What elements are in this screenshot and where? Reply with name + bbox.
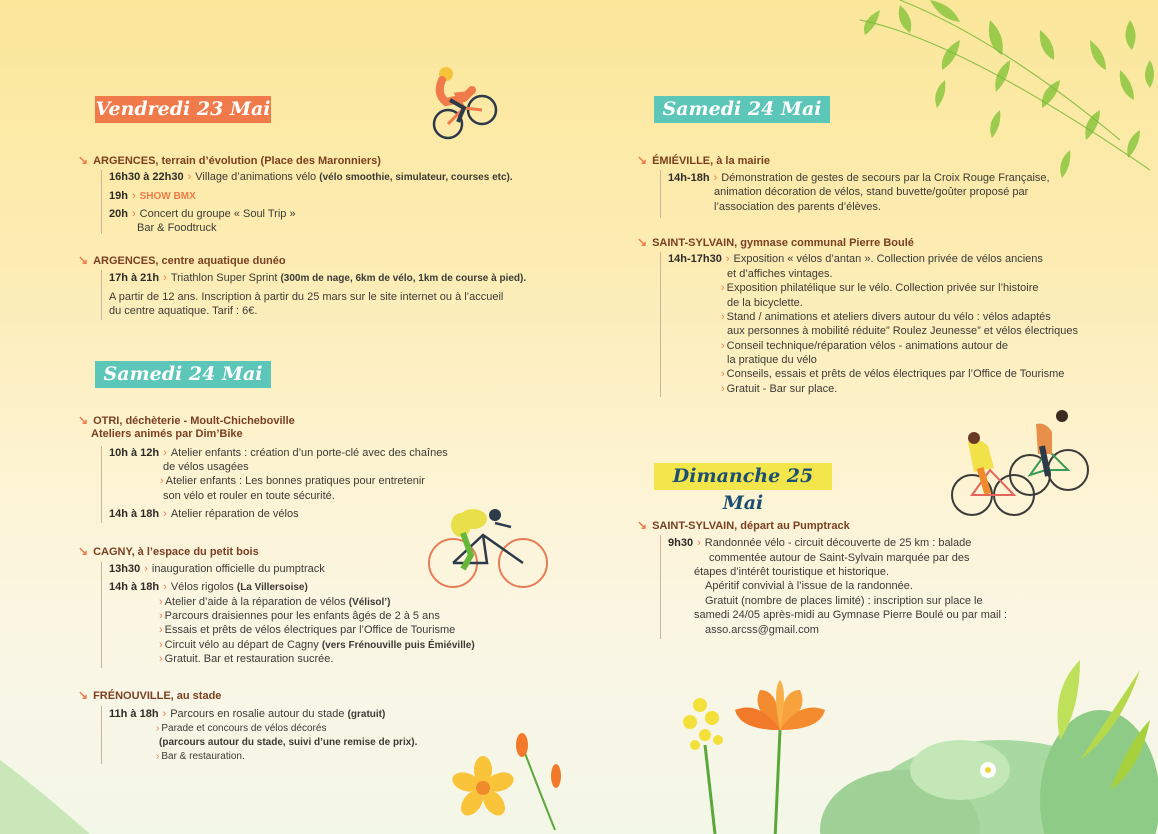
arrow-icon: ↘ bbox=[78, 153, 89, 167]
schedule-subline: la pratique du vélo bbox=[727, 354, 817, 366]
schedule-row: 14h-17h30 › Exposition « vélos d’antan ». Collection privée de vélos anciens bbox=[668, 253, 1043, 265]
schedule-subline: › Gratuit - Bar sur place. bbox=[721, 383, 838, 395]
schedule-row: 19h › SHOW BMX bbox=[109, 190, 196, 202]
schedule-subline: étapes d’intérêt touristique et historique. bbox=[694, 566, 890, 578]
schedule-subline: › Parade et concours de vélos décorés bbox=[156, 723, 327, 734]
schedule-row: 13h30 › inauguration officielle du pumptrack bbox=[109, 563, 325, 575]
schedule-subline: Apéritif convivial à l’issue de la randonnée. bbox=[705, 580, 913, 592]
arrow-icon: ↘ bbox=[78, 413, 89, 427]
arrow-icon: ↘ bbox=[78, 544, 89, 558]
schedule-row: 17h à 21h › Triathlon Super Sprint (300m de nage, 6km de vélo, 1km de course à pied). bbox=[109, 272, 527, 284]
schedule-subline: › Gratuit. Bar et restauration sucrée. bbox=[159, 653, 334, 665]
schedule-subline: › Conseils, essais et prêts de vélos électriques par l’Office de Tourisme bbox=[721, 368, 1065, 380]
schedule-subline: commentée autour de Saint-Sylvain marquée par des bbox=[709, 552, 970, 564]
arrow-icon: ↘ bbox=[78, 688, 89, 702]
schedule-subline: › Exposition philatélique sur le vélo. Collection privée sur l’histoire bbox=[721, 282, 1039, 294]
arrow-icon: ↘ bbox=[637, 518, 648, 532]
schedule-row: 14h-18h › Démonstration de gestes de secours par la Croix Rouge Française, bbox=[668, 172, 1050, 184]
schedule-subline: › Bar & restauration. bbox=[156, 751, 245, 762]
location-saint-sylvain-gymnase: ↘ SAINT-SYLVAIN, gymnase communal Pierre Boulé bbox=[637, 235, 914, 249]
schedule-subline: de la bicyclette. bbox=[727, 297, 803, 309]
arrow-icon: ↘ bbox=[637, 235, 648, 249]
friday-banner: Vendredi 23 Mai bbox=[95, 96, 271, 123]
location-otri: ↘ OTRI, déchèterie - Moult-Chicheboville bbox=[78, 413, 295, 427]
schedule-row: 10h à 12h › Atelier enfants : création d’un porte-clé avec des chaînes bbox=[109, 447, 448, 459]
location-cagny: ↘ CAGNY, à l’espace du petit bois bbox=[78, 544, 259, 558]
schedule-subline: › Conseil technique/réparation vélos - animations autour de bbox=[721, 340, 1008, 352]
schedule-subline: aux personnes à mobilité réduite” Roulez Jeunesse” et vélos électriques bbox=[727, 325, 1078, 337]
sunday-banner: Dimanche 25 Mai bbox=[654, 463, 832, 490]
schedule-subline: samedi 24/05 après-midi au Gymnase Pierre Boulé ou par mail : bbox=[694, 609, 1008, 621]
schedule-subline: l’association des parents d’élèves. bbox=[714, 201, 881, 213]
schedule-row: 9h30 › Randonnée vélo - circuit découverte de 25 km : balade bbox=[668, 537, 972, 549]
schedule-row: 14h à 18h › Atelier réparation de vélos bbox=[109, 508, 299, 520]
schedule-subline: › Atelier d’aide à la réparation de vélos (Vélisol’) bbox=[159, 596, 391, 608]
location-saint-sylvain-pumptrack: ↘ SAINT-SYLVAIN, départ au Pumptrack bbox=[637, 518, 850, 532]
schedule-subline: et d’affiches vintages. bbox=[727, 268, 833, 280]
contact-email: asso.arcss@gmail.com bbox=[705, 624, 819, 636]
schedule-subline: › Circuit vélo au départ de Cagny (vers Frénouville puis Émiéville) bbox=[159, 639, 475, 651]
location-otri-sub: Ateliers animés par Dim’Bike bbox=[91, 428, 243, 440]
location-frenouville: ↘ FRÉNOUVILLE, au stade bbox=[78, 688, 222, 702]
schedule-subline: du centre aquatique. Tarif : 6€. bbox=[109, 305, 258, 317]
schedule-subline: › Parcours draisiennes pour les enfants âgés de 2 à 5 ans bbox=[159, 610, 440, 622]
schedule-subline: › Essais et prêts de vélos électriques par l’Office de Tourisme bbox=[159, 624, 456, 636]
schedule-subline: son vélo et rouler en toute sécurité. bbox=[163, 490, 335, 502]
schedule-subline: › Atelier enfants : Les bonnes pratiques pour entretenir bbox=[160, 475, 425, 487]
schedule-subline: Gratuit (nombre de places limité) : inscription sur place le bbox=[705, 595, 983, 607]
location-argences-terrain: ↘ ARGENCES, terrain d’évolution (Place des Maronniers) bbox=[78, 153, 381, 167]
schedule-row: 14h à 18h › Vélos rigolos (La Villersoise) bbox=[109, 581, 308, 593]
schedule-subline: › Stand / animations et ateliers divers autour du vélo : vélos adaptés bbox=[721, 311, 1051, 323]
schedule-subline: A partir de 12 ans. Inscription à partir du 25 mars sur le site internet ou à l’accueil bbox=[109, 291, 504, 303]
saturday-banner-right: Samedi 24 Mai bbox=[654, 96, 830, 123]
location-argences-aquatique: ↘ ARGENCES, centre aquatique dunéo bbox=[78, 253, 286, 267]
saturday-banner-left: Samedi 24 Mai bbox=[95, 361, 271, 388]
schedule-subline: animation décoration de vélos, stand buvette/goûter proposé par bbox=[714, 186, 1029, 198]
schedule-subline: Bar & Foodtruck bbox=[137, 222, 217, 234]
arrow-icon: ↘ bbox=[78, 253, 89, 267]
schedule-row: 11h à 18h › Parcours en rosalie autour du stade (gratuit) bbox=[109, 708, 386, 720]
arrow-icon: ↘ bbox=[637, 153, 648, 167]
schedule-subline: de vélos usagées bbox=[163, 461, 249, 473]
location-emieville: ↘ ÉMIÉVILLE, à la mairie bbox=[637, 153, 771, 167]
schedule-subline: (parcours autour du stade, suivi d’une remise de prix). bbox=[159, 737, 418, 748]
schedule-row: 20h › Concert du groupe « Soul Trip » bbox=[109, 208, 296, 220]
schedule-row: 16h30 à 22h30 › Village d’animations vélo (vélo smoothie, simulateur, courses etc). bbox=[109, 171, 513, 183]
